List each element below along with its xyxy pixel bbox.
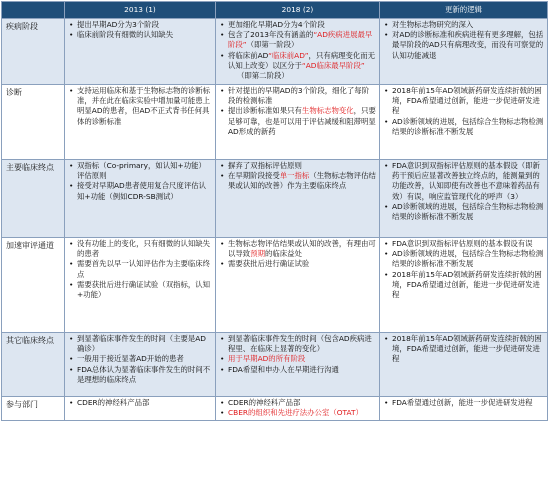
header-logic: 更新的逻辑 <box>380 2 548 19</box>
cell-2018 <box>216 19 380 85</box>
table-row <box>2 397 548 421</box>
list-item <box>219 334 376 354</box>
highlight-text: 生物标志物变化 <box>301 106 354 116</box>
highlight-text: 单一指标 <box>279 171 310 181</box>
list-item <box>219 408 376 418</box>
list-item: • CDER的神经科产品部 <box>68 398 212 408</box>
list-item <box>219 161 376 171</box>
list-item: • 2018年前15年AD领域新药研发连续折戟的困境，FDA希望通过创新，能进一步促进研发进程 <box>383 270 544 301</box>
cell-2018 <box>216 160 380 238</box>
cell-logic <box>380 19 548 85</box>
highlight-text: “AD疾病进展最早阶段” <box>228 30 373 50</box>
cell-logic <box>380 85 548 160</box>
item-text: 将临床前AD <box>228 50 269 60</box>
list-item: • 接受对早期AD患者使用复合尺度评估认知+功能（例如CDR-SB测试） <box>68 181 212 201</box>
list-item <box>219 239 376 259</box>
cell-logic <box>380 238 548 333</box>
table-row <box>2 238 548 333</box>
row-label: 其它临床终点 <box>2 333 65 397</box>
list-item <box>219 171 376 191</box>
item-text: （生物标志物评估结果或认知的改善）作为主要临床终点 <box>228 171 376 191</box>
cell-2013 <box>65 333 216 397</box>
row-label: 加速审评通道 <box>2 238 65 333</box>
item-text: 的临床益处 <box>264 249 302 259</box>
cell-2013 <box>65 397 216 421</box>
list-item <box>219 259 376 269</box>
list-item: • 2018年前15年AD领域新药研发连续折戟的困境，FDA希望通过创新，能进一步促进研发进程 <box>383 334 544 365</box>
item-text: ，只有病理变化而无认知上改变）以区分于 <box>228 50 376 70</box>
comparison-table <box>1 1 548 421</box>
list-item: • 提出早期AD分为3个阶段 <box>68 20 212 30</box>
list-item <box>219 398 376 408</box>
list-item <box>219 106 376 137</box>
highlight-text: 预期 <box>250 249 265 259</box>
list-item: • 对AD的诊断标准和疾病进程有更多理解，包括最早阶段的AD只有病理改变，而没有可察觉的认知功能减退 <box>383 30 544 61</box>
list-item: • AD诊断领域的进展，包括综合生物标志物检测结果的诊断标准不断发展 <box>383 202 544 222</box>
cell-2013 <box>65 160 216 238</box>
list-item: • 到显著临床事件发生的时间（主要是AD确诊） <box>68 334 212 354</box>
item-text: 更加细化早期AD分为4个阶段 <box>228 20 325 29</box>
list-item <box>219 30 376 50</box>
row-label: 主要临床终点 <box>2 160 65 238</box>
table-row <box>2 160 548 238</box>
item-text: ，只要足够可靠，也是可以用于评估减缓和阻滞明显AD形成的新药 <box>228 106 376 136</box>
list-item: • 一般用于接近显著AD开始的患者 <box>68 354 212 364</box>
header-row <box>2 2 548 19</box>
list-item: • FDA意识到双指标评估原则的基本假设有误 <box>383 239 544 249</box>
list-item <box>219 51 376 71</box>
list-item: • 需要获批后进行确证试验（双指标，认知+功能） <box>68 280 212 300</box>
table-row <box>2 333 548 397</box>
list-item: • FDA总体认为显著临床事件发生的时间不是理想的临床终点 <box>68 365 212 385</box>
cell-logic <box>380 333 548 397</box>
highlight-text: “AD临床最早阶段” <box>301 60 365 70</box>
list-item <box>219 354 376 364</box>
table-row <box>2 85 548 160</box>
row-label: 参与部门 <box>2 397 65 421</box>
cell-2018 <box>216 333 380 397</box>
highlight-text: “临床前AD” <box>268 50 309 60</box>
cell-2018 <box>216 238 380 333</box>
item-text: （即第二阶段） <box>237 71 289 81</box>
item-text: 需要获批后进行确证试验 <box>228 259 310 269</box>
cell-2013 <box>65 238 216 333</box>
header-blank <box>2 2 65 19</box>
item-text: 摒弃了双指标评估原则 <box>228 161 302 170</box>
item-text: 在早期阶段接受 <box>228 171 280 181</box>
item-text: 提出诊断标准如果只有 <box>228 106 302 116</box>
cell-logic <box>380 160 548 238</box>
list-item: • FDA意识到双指标评估原则的基本假设（即新药干预后应显著改善独立终点的，能测量到的功能改善，认知即使有改善也不意味着药品有效）有误，响应监管现代化的呼声（3） <box>383 161 544 202</box>
item-text: CDER的神经科产品部 <box>228 398 301 407</box>
list-item: • 对生物标志物研究的深入 <box>383 20 544 30</box>
header-2013: 2013 (1) <box>65 2 216 19</box>
cell-2018 <box>216 85 380 160</box>
list-item: • AD诊断领域的进展，包括综合生物标志物检测结果的诊断标准不断发展 <box>383 117 544 137</box>
item-text: 生物标志物评估结果或认知的改善，有理由可以导致 <box>228 239 376 259</box>
list-item: • 需要首先以早一认知评估作为主要临床终点 <box>68 259 212 279</box>
list-item: • 支持运用临床和基于生物标志物的诊断标准，并在此在临床实验中增加量可能患上明显AD的患者，但AD不正式背书任何具体的诊断标准 <box>68 86 212 127</box>
item-text: 包含了2013年没有涵盖的 <box>228 30 314 40</box>
highlight-text: CBER的组织和先进疗法办公室（OTAT） <box>228 408 363 418</box>
row-label: 疾病阶段 <box>2 19 65 85</box>
header-2018: 2018 (2) <box>216 2 380 19</box>
list-item <box>219 20 376 30</box>
highlight-text: 用于早期AD的所有阶段 <box>228 354 306 364</box>
cell-2018 <box>216 397 380 421</box>
list-item: • AD诊断领域的进展，包括综合生物标志物检测结果的诊断标准不断发展 <box>383 249 544 269</box>
row-label: 诊断 <box>2 85 65 160</box>
list-item: • 双指标（Co-primary，如认知+功能）评估原则 <box>68 161 212 181</box>
list-item: • 临床前阶段有细微的认知缺失 <box>68 30 212 40</box>
list-item <box>219 71 376 81</box>
list-item: • 没有功能上的变化，只有细微的认知缺失的患者 <box>68 239 212 259</box>
list-item <box>219 365 376 375</box>
list-item: • FDA希望通过创新，能进一步促进研发进程 <box>383 398 544 408</box>
table-row <box>2 19 548 85</box>
item-text: 针对提出的早期AD的3个阶段，细化了每阶段的检测标准 <box>228 86 370 106</box>
cell-2013 <box>65 19 216 85</box>
item-text: FDA希望和申办人在早期进行沟通 <box>228 364 339 374</box>
cell-logic <box>380 397 548 421</box>
cell-2013 <box>65 85 216 160</box>
list-item <box>219 86 376 106</box>
item-text: 到显著临床事件发生的时间（包含AD疾病进程里、在临床上显著的变化） <box>228 334 372 354</box>
item-text: （即第一阶段） <box>246 40 299 50</box>
list-item: • 2018年前15年AD领域新药研发连续折戟的困境，FDA希望通过创新，能进一步促进研发进程 <box>383 86 544 117</box>
